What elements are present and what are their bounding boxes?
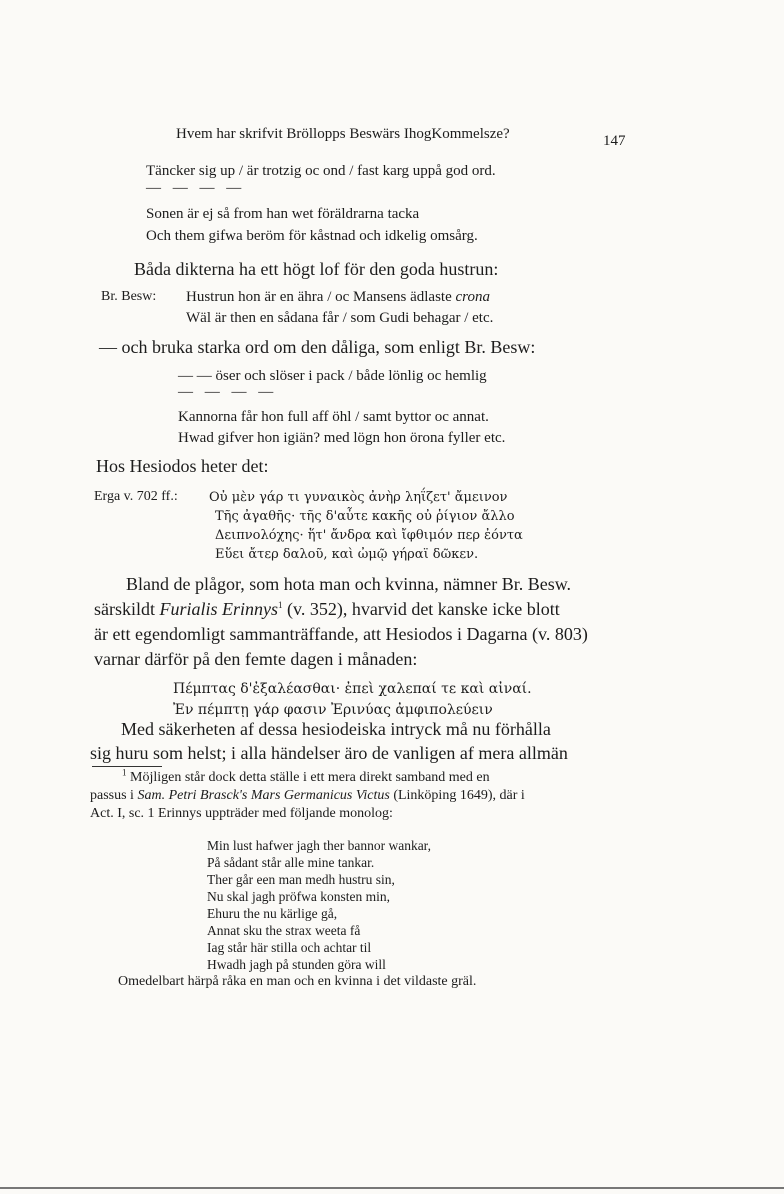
verse-dashes: — — — — (146, 180, 246, 196)
greek-line: Ἐν πέμπτῃ γάρ φασιν Ἐρινύας ἀμφιπολεύειν (173, 702, 493, 718)
greek-quote-label: Erga v. 702 ff.: (94, 489, 178, 504)
quote-line: Hustrun hon är en ähra / oc Mansens ädlaste crona (186, 289, 490, 305)
footnote-closing: Omedelbart härpå råka en man och en kvinna i det vildaste gräl. (118, 974, 477, 989)
body-paragraph: Båda dikterna ha ett högt lof för den goda hustrun: (134, 259, 499, 279)
footnote-verse: Ther går een man medh hustru sin, (207, 872, 395, 887)
greek-line: Πέμπτας δ'ἐξαλέασθαι· ἐπεὶ χαλεπαί τε καὶ αἰναί. (173, 681, 532, 697)
running-head: Hvem har skrifvit Bröllopps Beswärs IhogKommelsze? (176, 126, 510, 142)
page-number: 147 (603, 133, 626, 149)
footnote-line: Act. I, sc. 1 Erinnys uppträder med följande monolog: (90, 806, 393, 821)
verse-line: — — öser och slöser i pack / både lönlig oc hemlig (178, 368, 487, 384)
verse-line: Kannorna får hon full aff öhl / samt byttor oc annat. (178, 409, 489, 425)
greek-line: Δειπνολόχης· ἥτ' ἄνδρα καὶ ἴφθιμόν περ ἐόντα (215, 528, 523, 543)
footnote-line: passus i Sam. Petri Brasck's Mars Germanicus Victus (Linköping 1649), där i (90, 788, 525, 803)
footnote-line: $^1$ Möjligen står dock detta ställe i ett mera direkt samband med en (122, 767, 490, 785)
quote-line: Wäl är then en sådana får / som Gudi behagar / etc. (186, 310, 494, 326)
greek-line: Εὕει ἄτερ δαλοῦ, καὶ ὠμῷ γήραϊ δῶκεν. (215, 547, 479, 562)
footnote-verse: På sådant står alle mine tankar. (207, 855, 375, 870)
footnote-verse: Nu skal jagh pröfwa konsten min, (207, 889, 390, 904)
body-paragraph-line: varnar därför på den femte dagen i månaden: (94, 649, 418, 669)
verse-line: Hwad gifver hon igiän? med lögn hon örona fyller etc. (178, 430, 506, 446)
scan-edge (0, 1187, 784, 1189)
verse-line: Och them gifwa beröm för kåstnad och idkelig omsårg. (146, 228, 478, 244)
footnote-verse: Hwadh jagh på stunden göra will (207, 957, 386, 972)
verse-dashes: — — — — (178, 384, 278, 400)
quote-label: Br. Besw: (101, 289, 157, 304)
verse-line: Täncker sig up / är trotzig oc ond / fast karg uppå god ord. (146, 163, 496, 179)
body-paragraph-line: Bland de plågor, som hota man och kvinna, nämner Br. Besw. (126, 574, 572, 594)
footnote-verse: Ehuru the nu kärlige gå, (207, 906, 338, 921)
footnote-rule (92, 766, 162, 767)
body-paragraph-line: särskildt Furialis Erinnys$^1$ (v. 352), hvarvid det kanske icke blott (94, 599, 560, 619)
body-paragraph-line: sig huru som helst; i alla händelser äro de vanligen af mera allmän (90, 743, 568, 763)
body-paragraph: — och bruka starka ord om den dåliga, som enligt Br. Besw: (99, 337, 536, 357)
footnote-verse: Min lust hafwer jagh ther bannor wankar, (207, 838, 432, 853)
body-paragraph-line: är ett egendomligt sammanträffande, att Hesiodos i Dagarna (v. 803) (94, 624, 588, 644)
footnote-verse: Iag står här stilla och achtar til (207, 940, 372, 955)
greek-line: Τῆς ἀγαθῆς· τῆς δ'αὖτε κακῆς οὐ ῥίγιον ἄλλο (215, 509, 515, 524)
body-paragraph: Hos Hesiodos heter det: (96, 456, 269, 476)
greek-line: Οὐ μὲν γάρ τι γυναικὸς ἀνὴρ ληΐζετ' ἄμεινον (209, 490, 508, 505)
body-paragraph-line: Med säkerheten af dessa hesiodeiska intryck må nu förhålla (121, 719, 551, 739)
footnote-verse: Annat sku the strax weeta få (207, 923, 361, 938)
verse-line: Sonen är ej så from han wet föräldrarna tacka (146, 206, 420, 222)
